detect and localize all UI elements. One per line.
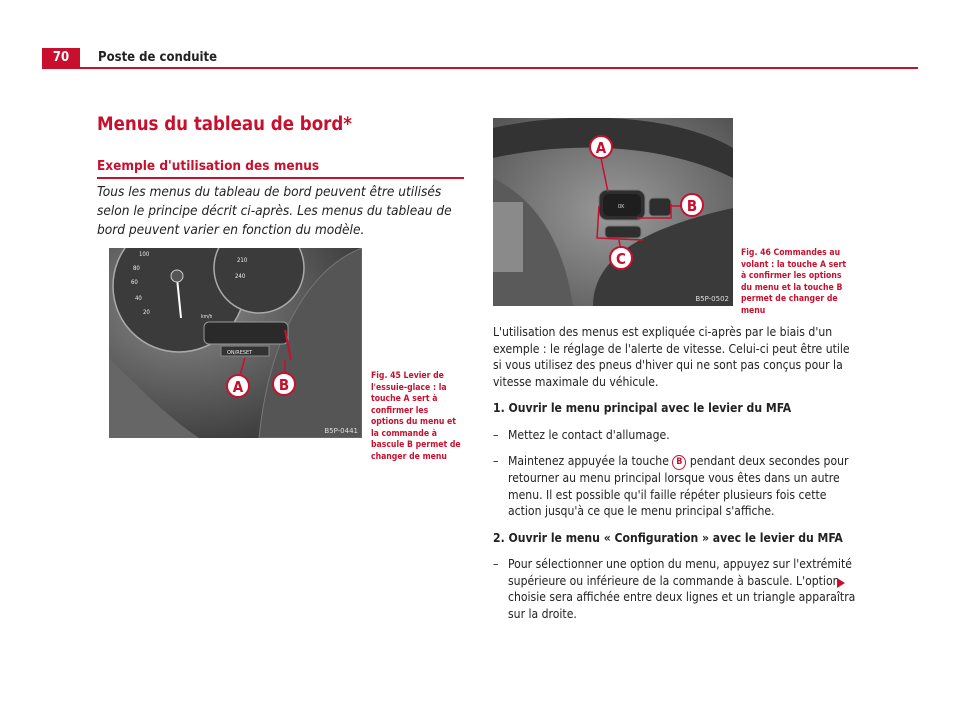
ok-text: OK: [617, 204, 625, 210]
bullet-text-post: pendant deux secondes pour retourner au menu principal lorsque vous êtes dans un autre menu. Il est possible qu'il faille répéter plusieurs fois cette action jusqu'à ce que le menu principal s'affiche.: [508, 454, 849, 518]
label-a: A: [232, 378, 244, 396]
step-1-bullet-1: [493, 427, 858, 444]
figure-45-wiper-lever: [109, 248, 362, 438]
bullet-dash: –: [493, 557, 499, 571]
bullet-text: Pour sélectionner une option du menu, appuyez sur l'extrémité supérieure ou inférieure de la commande à bascule. L'option choisie sera affichée entre deux lignes et un triangle apparaîtra sur la droite.: [508, 557, 856, 621]
body-paragraph: L'utilisation des menus est expliquée ci-après par le biais d'un exemple : le réglage de l'alerte de vitesse. Celui-ci peut être utile si vous utilisez des pneus d'hiver qui ne sont pas conçus pour la vitesse maximale du véhicule.: [493, 325, 850, 389]
dial-tick: 100: [139, 251, 150, 258]
body-text: [493, 324, 858, 632]
step-1-bullet-2: [493, 453, 858, 520]
page-number: 70: [42, 48, 80, 68]
dial-right-tick: 240: [235, 273, 246, 280]
figure-46-caption: Fig. 46 Commandes au volant : la touche A sert à confirmer les options du menu et la touche B permet de changer de menu: [741, 248, 847, 316]
bullet-text: Mettez le contact d'allumage.: [508, 427, 670, 442]
figure-code: B5P-0502: [695, 295, 729, 303]
figure-46-illustration: [493, 118, 733, 306]
stalk-text: ON/RESET: [227, 350, 253, 356]
dial-tick: 40: [135, 295, 142, 302]
intro-text: Tous les menus du tableau de bord peuvent être utilisés selon le principe décrit ci-après. Les menus du tableau de bord peuvent varier en fonction du modèle.: [97, 184, 452, 238]
page-heading: Menus du tableau de bord*: [97, 114, 352, 135]
bullet-dash: –: [493, 454, 499, 468]
dial-tick: 80: [133, 265, 140, 272]
subheading-rule: [97, 177, 464, 179]
label-c: C: [616, 250, 626, 268]
figure-45-caption: Fig. 45 Levier de l'essuie-glace : la touche A sert à confirmer les options du menu et la commande à bascule B permet de changer de menu: [371, 371, 461, 462]
speed-unit: km/h: [201, 314, 213, 320]
key-b-badge: B: [672, 455, 686, 470]
section-title: Poste de conduite: [98, 50, 218, 65]
section-subheading: Exemple d'utilisation des menus: [97, 158, 320, 174]
label-a: A: [595, 139, 607, 157]
step-1-title: 1. Ouvrir le menu principal avec le levier du MFA: [493, 401, 792, 415]
figure-46-steering-controls: [493, 118, 733, 306]
dial-tick: 60: [131, 279, 138, 286]
dial-tick: 20: [143, 309, 150, 316]
continue-arrow-icon: [837, 578, 845, 588]
bullet-dash: –: [493, 427, 499, 442]
label-b: B: [278, 376, 290, 394]
step-2-bullet-1: [493, 556, 858, 622]
label-b: B: [686, 197, 698, 215]
header-rule: [42, 67, 918, 69]
figure-code: B5P-0441: [324, 427, 358, 435]
figure-45-illustration: [109, 248, 362, 438]
dial-right-tick: 210: [237, 257, 248, 264]
step-2-title: 2. Ouvrir le menu « Configuration » avec le levier du MFA: [493, 530, 843, 545]
bullet-text-pre: Maintenez appuyée la touche: [508, 454, 669, 468]
